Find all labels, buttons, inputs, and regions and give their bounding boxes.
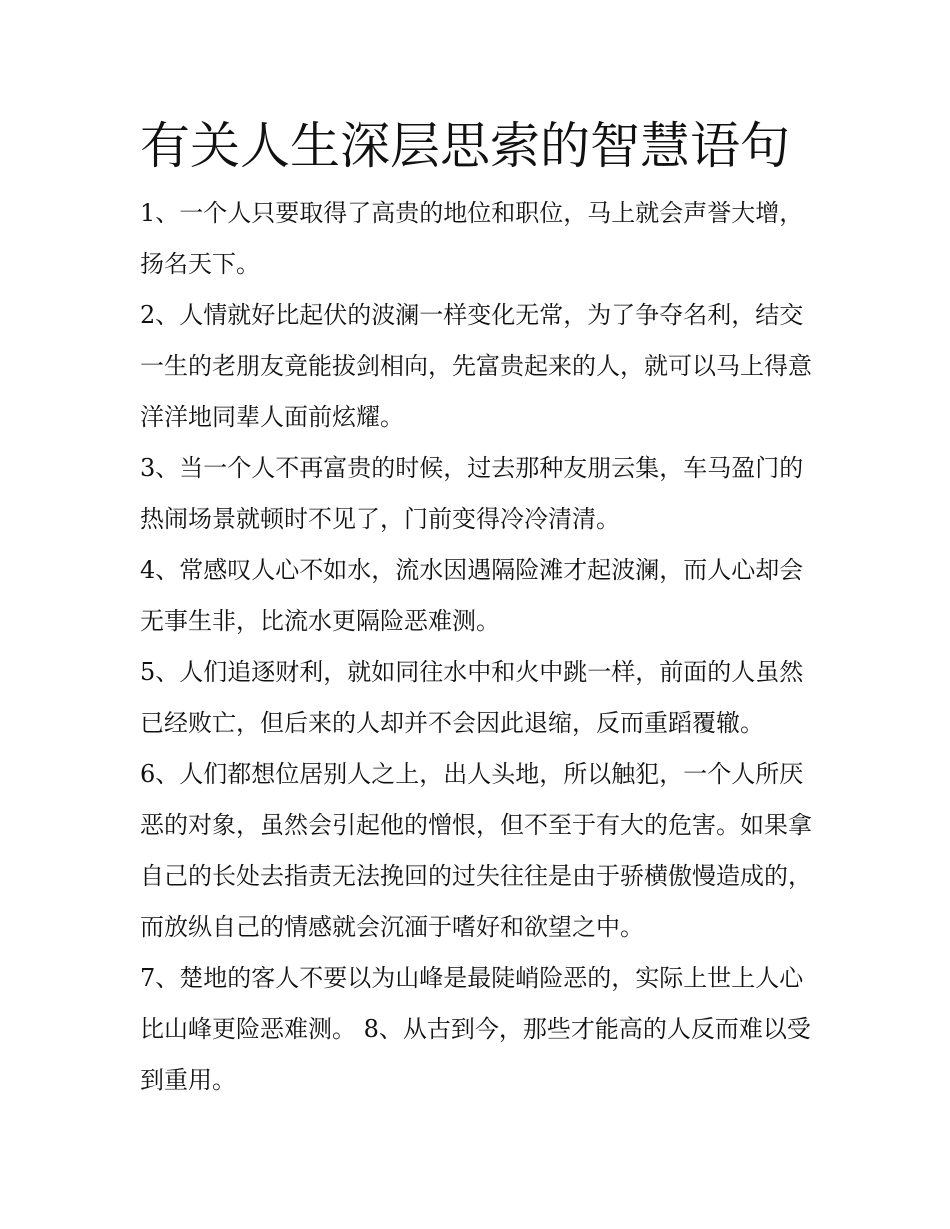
document-page [140, 110, 820, 1106]
page-title: 有关人生深层思索的智慧语句 [140, 117, 790, 175]
paragraph-6: 6、人们都想位居别人之上，出人头地，所以触犯，一个人所厌恶的对象，虽然会引起他的憎恨，但不至于有大的危害。如果拿自己的长处去指责无法挽回的过失往往是由于骄横傲慢造成的，而放纵自己的情感就会沉湎于嗜好和欲望之中。 [140, 760, 812, 941]
paragraph-5: 5、人们追逐财利，就如同往水中和火中跳一样，前面的人虽然已经败亡，但后来的人却并不会因此退缩，反而重蹈覆辙。 [140, 658, 804, 737]
paragraph-3: 3、当一个人不再富贵的时候，过去那种友朋云集，车马盈门的热闹场景就顿时不见了，门前变得冷冷清清。 [140, 454, 804, 533]
paragraph-4: 4、常感叹人心不如水，流水因遇隔险滩才起波澜，而人心却会无事生非，比流水更隔险恶难测。 [140, 556, 804, 635]
paragraph-7: 7、楚地的客人不要以为山峰是最陡峭险恶的，实际上世上人心比山峰更险恶难测。 8、从古到今，那些才能高的人反而难以受到重用。 [140, 964, 811, 1094]
paragraph-2: 2、人情就好比起伏的波澜一样变化无常，为了争夺名利，结交一生的老朋友竟能拔剑相向，先富贵起来的人，就可以马上得意洋洋地同辈人面前炫耀。 [140, 301, 812, 431]
paragraph-1: 1、一个人只要取得了高贵的地位和职位，马上就会声誉大增，扬名天下。 [140, 199, 804, 278]
